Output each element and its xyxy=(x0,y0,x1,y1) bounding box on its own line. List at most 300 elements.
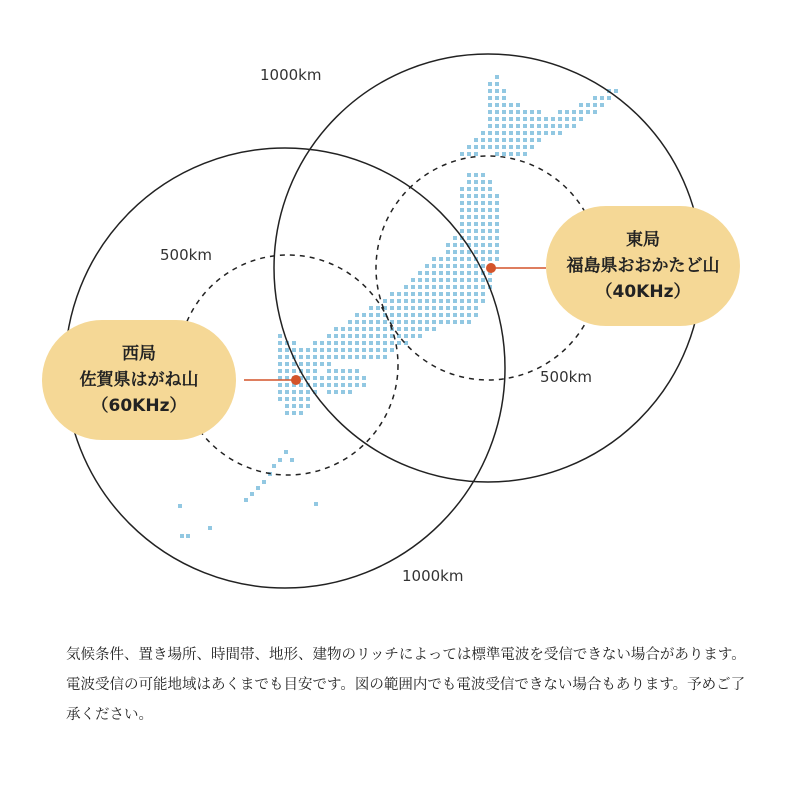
land-dot xyxy=(348,390,352,394)
land-dot xyxy=(404,341,408,345)
land-dot xyxy=(404,327,408,331)
land-dot xyxy=(411,313,415,317)
land-dot xyxy=(418,292,422,296)
land-dot xyxy=(348,341,352,345)
land-dot xyxy=(376,320,380,324)
land-dot xyxy=(516,103,520,107)
land-dot xyxy=(369,341,373,345)
land-dot xyxy=(334,348,338,352)
land-dot xyxy=(418,299,422,303)
land-dot xyxy=(411,320,415,324)
land-dot xyxy=(446,285,450,289)
note-line-2: 電波受信の可能地域はあくまでも目安です。図の範囲内でも電波受信できない場合もあります。予めご了承ください。 xyxy=(66,677,746,723)
land-dot xyxy=(334,355,338,359)
land-dot xyxy=(607,96,611,100)
land-dot xyxy=(481,131,485,135)
land-dot xyxy=(383,320,387,324)
land-dot xyxy=(488,250,492,254)
land-dot xyxy=(481,173,485,177)
land-dot xyxy=(474,229,478,233)
land-dot xyxy=(355,341,359,345)
land-dot xyxy=(418,278,422,282)
land-dot xyxy=(481,278,485,282)
land-dot xyxy=(467,271,471,275)
land-dot xyxy=(208,526,212,530)
east-station-location: 福島県おおかたど山 xyxy=(566,256,720,276)
land-dot xyxy=(593,103,597,107)
land-dot xyxy=(460,257,464,261)
land-dot xyxy=(341,334,345,338)
land-dot xyxy=(516,124,520,128)
land-dot xyxy=(362,355,366,359)
land-dot xyxy=(334,376,338,380)
land-dot xyxy=(453,278,457,282)
land-dot xyxy=(488,222,492,226)
land-dot xyxy=(481,208,485,212)
land-dot xyxy=(558,117,562,121)
land-dot xyxy=(488,236,492,240)
land-dot xyxy=(600,96,604,100)
land-dot xyxy=(355,383,359,387)
land-dot xyxy=(313,383,317,387)
land-dot xyxy=(453,236,457,240)
land-dot xyxy=(467,285,471,289)
land-dot xyxy=(425,271,429,275)
land-dot xyxy=(565,124,569,128)
land-dot xyxy=(474,194,478,198)
land-dot xyxy=(537,124,541,128)
land-dot xyxy=(299,348,303,352)
land-dot xyxy=(262,480,266,484)
land-dot xyxy=(516,117,520,121)
land-dot xyxy=(341,376,345,380)
land-dot xyxy=(474,187,478,191)
land-dot xyxy=(474,208,478,212)
land-dot xyxy=(474,173,478,177)
land-dot xyxy=(432,285,436,289)
land-dot xyxy=(341,341,345,345)
land-dot xyxy=(439,285,443,289)
land-dot xyxy=(376,348,380,352)
land-dot xyxy=(299,362,303,366)
land-dot xyxy=(334,334,338,338)
land-dot xyxy=(341,383,345,387)
land-dot xyxy=(460,264,464,268)
land-dot xyxy=(467,229,471,233)
land-dot xyxy=(460,292,464,296)
land-dot xyxy=(327,334,331,338)
reception-notes xyxy=(66,640,756,730)
land-dot xyxy=(502,96,506,100)
land-dot xyxy=(502,152,506,156)
land-dot xyxy=(425,264,429,268)
land-dot xyxy=(306,362,310,366)
land-dot xyxy=(446,292,450,296)
land-dot xyxy=(495,110,499,114)
land-dot xyxy=(467,145,471,149)
land-dot xyxy=(299,355,303,359)
land-dot xyxy=(495,145,499,149)
land-dot xyxy=(453,313,457,317)
land-dot xyxy=(397,320,401,324)
land-dot xyxy=(488,180,492,184)
land-dot xyxy=(495,208,499,212)
land-dot xyxy=(285,369,289,373)
land-dot xyxy=(334,383,338,387)
land-dot xyxy=(488,89,492,93)
land-dot xyxy=(292,341,296,345)
land-dot xyxy=(488,187,492,191)
land-dot xyxy=(579,103,583,107)
east-1000km-label: 1000km xyxy=(260,66,322,84)
east-station-label xyxy=(546,206,740,326)
land-dot xyxy=(439,257,443,261)
land-dot xyxy=(341,355,345,359)
land-dot xyxy=(397,313,401,317)
land-dot xyxy=(453,243,457,247)
land-dot xyxy=(453,292,457,296)
land-dot xyxy=(488,257,492,261)
japan-dot-map xyxy=(178,75,618,538)
land-dot xyxy=(579,117,583,121)
land-dot xyxy=(313,341,317,345)
land-dot xyxy=(551,117,555,121)
land-dot xyxy=(474,215,478,219)
land-dot xyxy=(299,397,303,401)
land-dot xyxy=(397,341,401,345)
land-dot xyxy=(180,534,184,538)
land-dot xyxy=(565,117,569,121)
note-line-1: 気候条件、置き場所、時間帯、地形、建物のリッチによっては標準電波を受信できない場合があります。 xyxy=(66,647,746,663)
land-dot xyxy=(474,222,478,226)
land-dot xyxy=(537,117,541,121)
land-dot xyxy=(278,383,282,387)
land-dot xyxy=(285,362,289,366)
land-dot xyxy=(530,117,534,121)
land-dot xyxy=(355,369,359,373)
land-dot xyxy=(460,201,464,205)
land-dot xyxy=(460,299,464,303)
land-dot xyxy=(425,306,429,310)
land-dot xyxy=(495,82,499,86)
land-dot xyxy=(467,320,471,324)
land-dot xyxy=(495,96,499,100)
land-dot xyxy=(488,215,492,219)
land-dot xyxy=(432,264,436,268)
land-dot xyxy=(537,110,541,114)
land-dot xyxy=(474,264,478,268)
east-station-name: 東局 xyxy=(626,230,660,250)
land-dot xyxy=(327,348,331,352)
land-dot xyxy=(306,355,310,359)
land-dot xyxy=(488,110,492,114)
land-dot xyxy=(320,348,324,352)
land-dot xyxy=(290,458,294,462)
land-dot xyxy=(278,397,282,401)
land-dot xyxy=(362,327,366,331)
land-dot xyxy=(418,320,422,324)
land-dot xyxy=(530,138,534,142)
land-dot xyxy=(404,306,408,310)
land-dot xyxy=(551,131,555,135)
land-dot xyxy=(481,236,485,240)
land-dot xyxy=(488,243,492,247)
land-dot xyxy=(467,215,471,219)
land-dot xyxy=(186,534,190,538)
east-station-frequency: （40KHz） xyxy=(595,282,691,302)
land-dot xyxy=(432,327,436,331)
land-dot xyxy=(481,299,485,303)
land-dot xyxy=(362,334,366,338)
land-dot xyxy=(579,110,583,114)
land-dot xyxy=(467,264,471,268)
land-dot xyxy=(278,362,282,366)
land-dot xyxy=(334,390,338,394)
land-dot xyxy=(250,492,254,496)
land-dot xyxy=(488,96,492,100)
land-dot xyxy=(313,362,317,366)
land-dot xyxy=(299,404,303,408)
land-dot xyxy=(488,201,492,205)
land-dot xyxy=(272,464,276,468)
land-dot xyxy=(474,285,478,289)
land-dot xyxy=(460,222,464,226)
land-dot xyxy=(551,124,555,128)
land-dot xyxy=(481,292,485,296)
east-500km-label: 500km xyxy=(540,368,592,386)
land-dot xyxy=(348,383,352,387)
land-dot xyxy=(495,194,499,198)
land-dot xyxy=(320,383,324,387)
land-dot xyxy=(376,355,380,359)
land-dot xyxy=(614,89,618,93)
land-dot xyxy=(530,145,534,149)
land-dot xyxy=(348,376,352,380)
land-dot xyxy=(495,222,499,226)
land-dot xyxy=(285,404,289,408)
land-dot xyxy=(467,187,471,191)
land-dot xyxy=(460,313,464,317)
land-dot xyxy=(481,257,485,261)
land-dot xyxy=(278,390,282,394)
land-dot xyxy=(474,145,478,149)
land-dot xyxy=(285,348,289,352)
land-dot xyxy=(509,131,513,135)
land-dot xyxy=(404,334,408,338)
land-dot xyxy=(362,383,366,387)
land-dot xyxy=(544,117,548,121)
land-dot xyxy=(369,320,373,324)
land-dot xyxy=(481,250,485,254)
west-1000km-label: 1000km xyxy=(402,567,464,585)
land-dot xyxy=(306,369,310,373)
land-dot xyxy=(327,390,331,394)
land-dot xyxy=(348,334,352,338)
land-dot xyxy=(495,250,499,254)
land-dot xyxy=(411,299,415,303)
land-dot xyxy=(453,250,457,254)
land-dot xyxy=(488,131,492,135)
land-dot xyxy=(425,278,429,282)
land-dot xyxy=(502,117,506,121)
land-dot xyxy=(453,285,457,289)
land-dot xyxy=(481,187,485,191)
land-dot xyxy=(369,348,373,352)
land-dot xyxy=(446,264,450,268)
land-dot xyxy=(299,383,303,387)
land-dot xyxy=(369,327,373,331)
land-dot xyxy=(467,208,471,212)
land-dot xyxy=(509,138,513,142)
land-dot xyxy=(369,334,373,338)
land-dot xyxy=(474,180,478,184)
land-dot xyxy=(495,215,499,219)
land-dot xyxy=(432,278,436,282)
land-dot xyxy=(411,292,415,296)
land-dot xyxy=(474,271,478,275)
land-dot xyxy=(432,299,436,303)
land-dot xyxy=(516,152,520,156)
land-dot xyxy=(467,306,471,310)
land-dot xyxy=(502,124,506,128)
land-dot xyxy=(376,334,380,338)
land-dot xyxy=(460,208,464,212)
land-dot xyxy=(509,103,513,107)
land-dot xyxy=(355,355,359,359)
land-dot xyxy=(446,313,450,317)
land-dot xyxy=(292,369,296,373)
land-dot xyxy=(355,327,359,331)
land-dot xyxy=(418,306,422,310)
land-dot xyxy=(502,145,506,149)
land-dot xyxy=(313,369,317,373)
land-dot xyxy=(516,110,520,114)
land-dot xyxy=(299,411,303,415)
land-dot xyxy=(439,264,443,268)
land-dot xyxy=(418,285,422,289)
land-dot xyxy=(327,355,331,359)
land-dot xyxy=(495,103,499,107)
land-dot xyxy=(446,250,450,254)
land-dot xyxy=(278,341,282,345)
land-dot xyxy=(362,313,366,317)
land-dot xyxy=(509,117,513,121)
land-dot xyxy=(467,201,471,205)
land-dot xyxy=(488,103,492,107)
land-dot xyxy=(572,117,576,121)
land-dot xyxy=(502,131,506,135)
land-dot xyxy=(390,348,394,352)
land-dot xyxy=(495,229,499,233)
land-dot xyxy=(334,369,338,373)
land-dot xyxy=(467,278,471,282)
west-station-location: 佐賀県はがね山 xyxy=(79,370,199,390)
land-dot xyxy=(565,110,569,114)
land-dot xyxy=(432,313,436,317)
land-dot xyxy=(474,278,478,282)
land-dot xyxy=(509,145,513,149)
land-dot xyxy=(537,138,541,142)
land-dot xyxy=(509,152,513,156)
land-dot xyxy=(383,334,387,338)
land-dot xyxy=(600,103,604,107)
land-dot xyxy=(523,145,527,149)
land-dot xyxy=(460,194,464,198)
land-dot xyxy=(334,327,338,331)
west-station-marker xyxy=(291,375,301,385)
land-dot xyxy=(460,243,464,247)
land-dot xyxy=(432,320,436,324)
land-dot xyxy=(453,299,457,303)
land-dot xyxy=(460,278,464,282)
land-dot xyxy=(495,131,499,135)
land-dot xyxy=(460,306,464,310)
land-dot xyxy=(460,320,464,324)
land-dot xyxy=(432,306,436,310)
land-dot xyxy=(495,124,499,128)
land-dot xyxy=(244,498,248,502)
land-dot xyxy=(495,236,499,240)
land-dot xyxy=(460,187,464,191)
land-dot xyxy=(502,110,506,114)
land-dot xyxy=(523,131,527,135)
land-dot xyxy=(285,383,289,387)
land-dot xyxy=(453,271,457,275)
land-dot xyxy=(327,341,331,345)
land-dot xyxy=(369,355,373,359)
land-dot xyxy=(404,299,408,303)
land-dot xyxy=(306,404,310,408)
land-dot xyxy=(369,313,373,317)
land-dot xyxy=(544,124,548,128)
land-dot xyxy=(474,313,478,317)
land-dot xyxy=(383,355,387,359)
land-dot xyxy=(488,82,492,86)
land-dot xyxy=(411,306,415,310)
land-dot xyxy=(530,110,534,114)
land-dot xyxy=(544,131,548,135)
land-dot xyxy=(523,110,527,114)
land-dot xyxy=(467,152,471,156)
west-station-name: 西局 xyxy=(122,344,156,364)
land-dot xyxy=(481,145,485,149)
land-dot xyxy=(446,243,450,247)
land-dot xyxy=(348,320,352,324)
land-dot xyxy=(313,376,317,380)
land-dot xyxy=(278,369,282,373)
land-dot xyxy=(481,243,485,247)
land-dot xyxy=(327,383,331,387)
land-dot xyxy=(313,355,317,359)
land-dot xyxy=(467,180,471,184)
land-dot xyxy=(348,348,352,352)
land-dot xyxy=(284,450,288,454)
land-dot xyxy=(516,145,520,149)
land-dot xyxy=(446,306,450,310)
land-dot xyxy=(516,138,520,142)
land-dot xyxy=(488,194,492,198)
land-dot xyxy=(509,110,513,114)
land-dot xyxy=(453,306,457,310)
land-dot xyxy=(439,271,443,275)
land-dot xyxy=(348,327,352,331)
land-dot xyxy=(495,257,499,261)
land-dot xyxy=(341,327,345,331)
land-dot xyxy=(362,348,366,352)
land-dot xyxy=(383,327,387,331)
land-dot xyxy=(530,124,534,128)
land-dot xyxy=(523,117,527,121)
